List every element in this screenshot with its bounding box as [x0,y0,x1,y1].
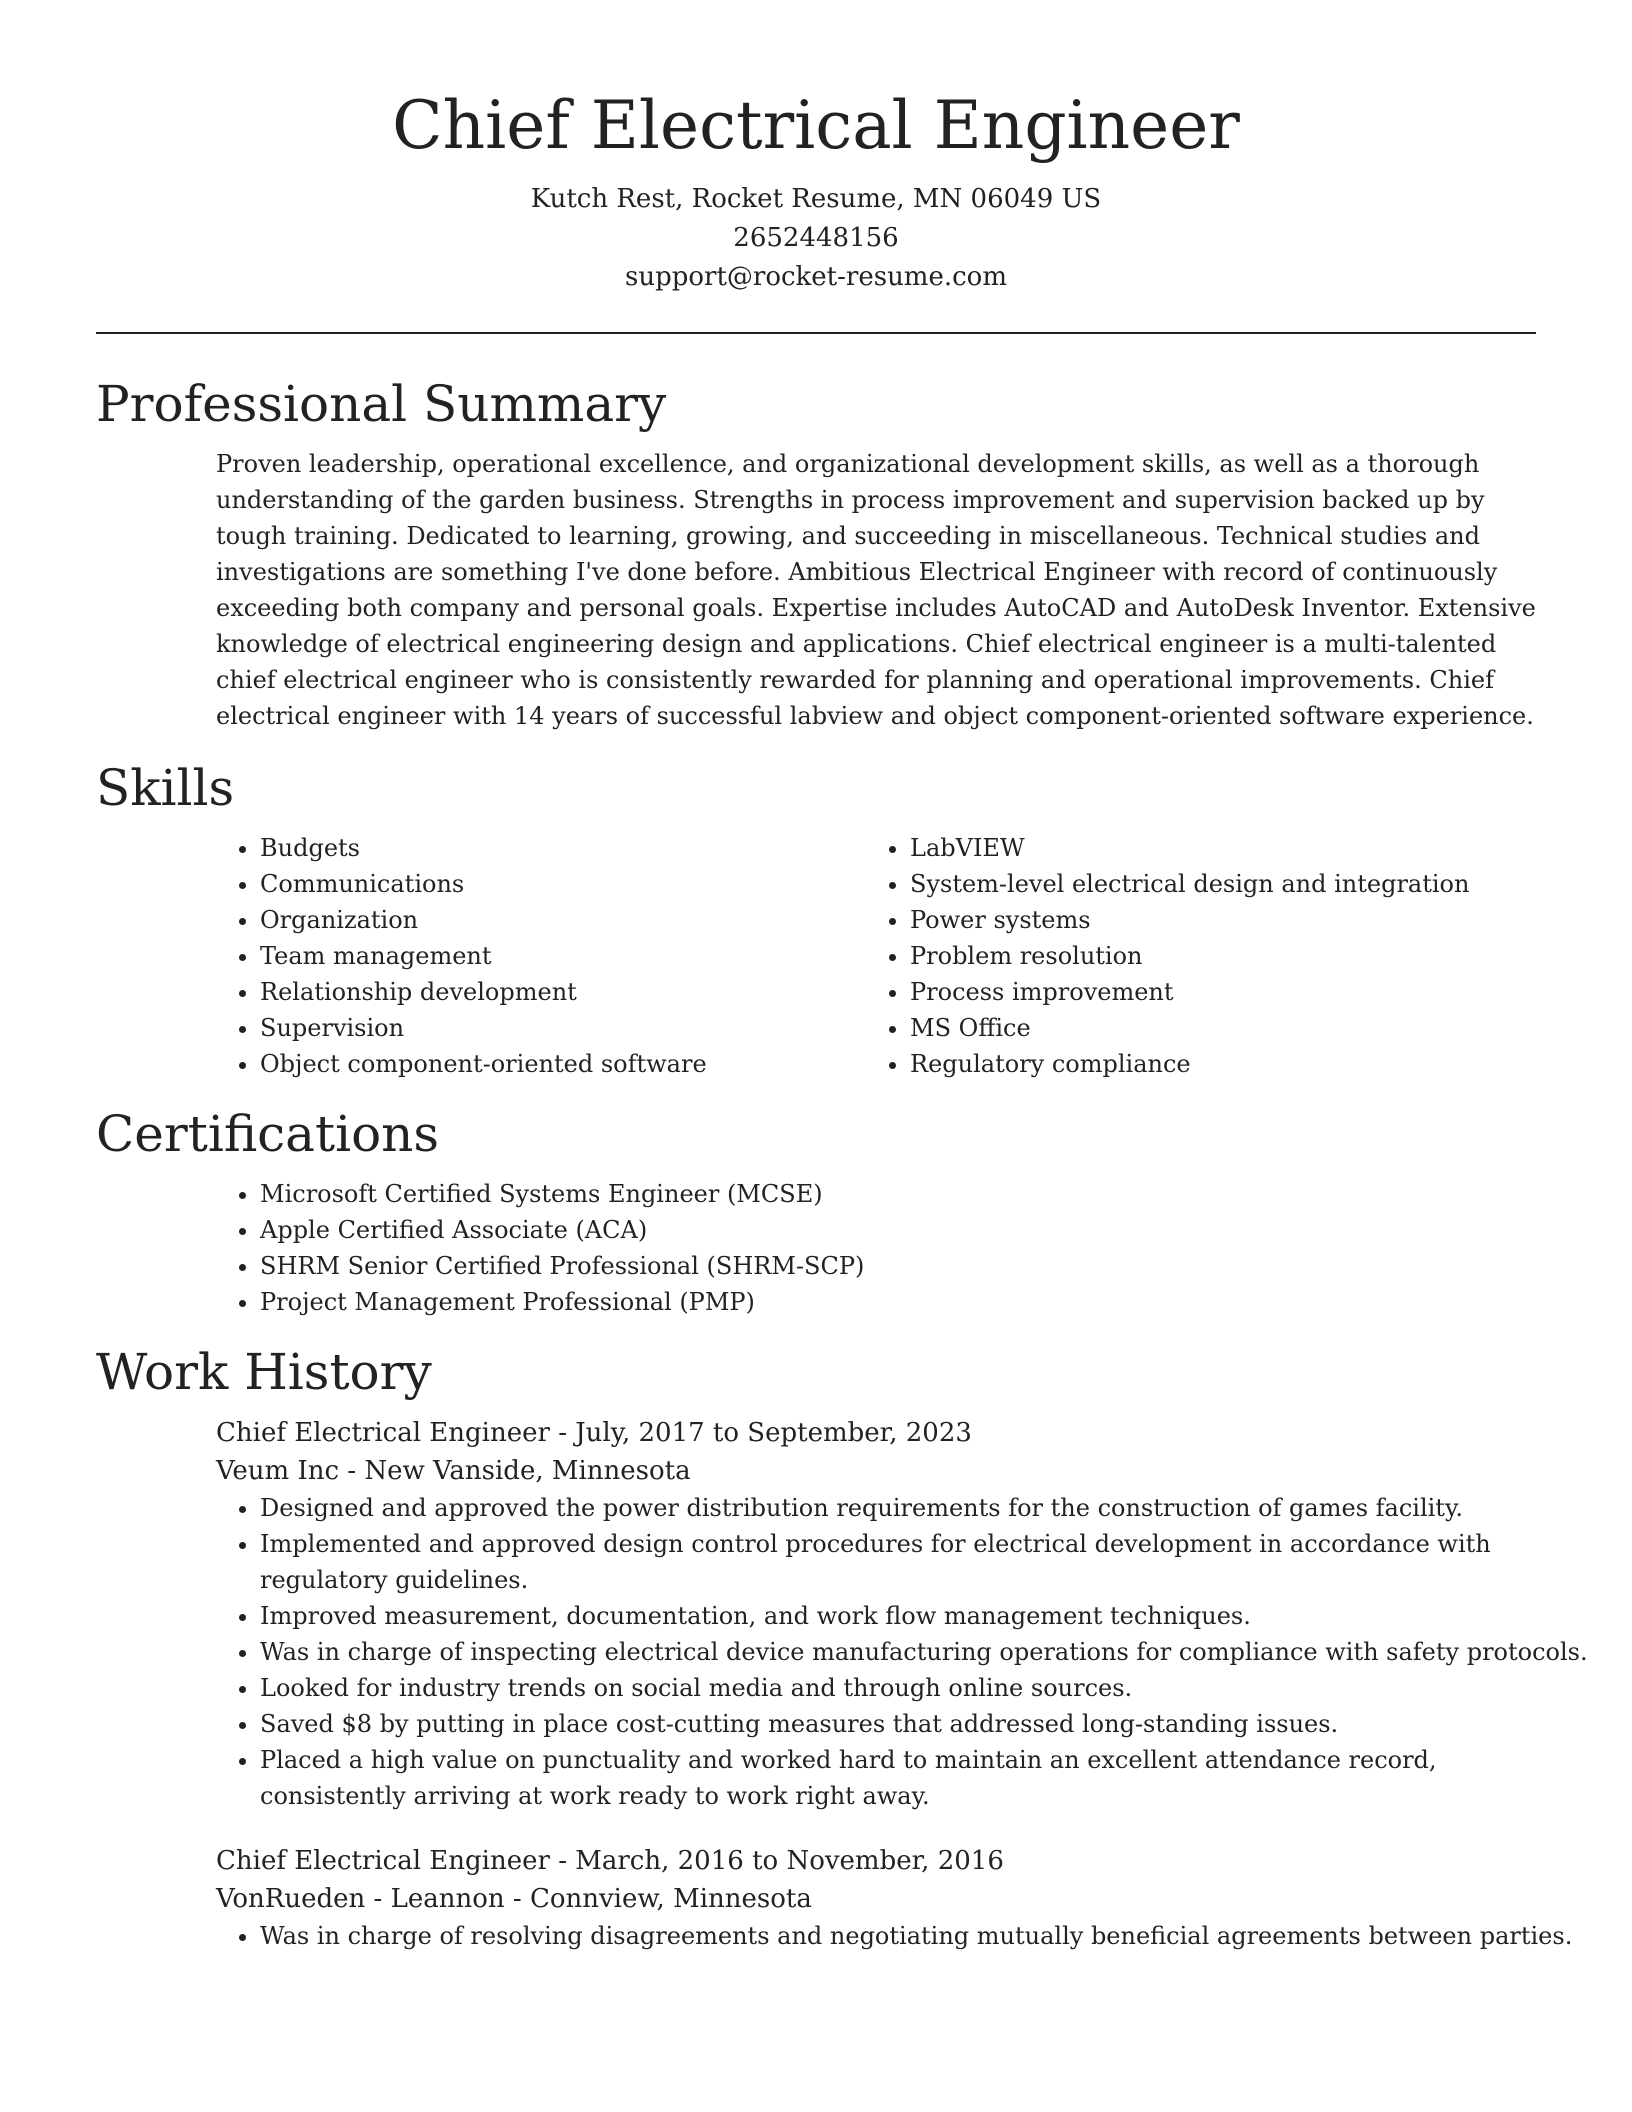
job-duty-item: • Looked for industry trends on social media and through online sources. [260,1670,1590,1706]
skill-item: • MS Office [910,1010,1510,1046]
job-company-line [216,1452,1536,1490]
contact-address: Kutch Rest, Rocket Resume, MN 06049 US [530,184,1102,214]
job-company: Veum Inc [216,1456,340,1486]
job-location: - New Vanside, Minnesota [339,1456,691,1486]
job-duty-item: • Was in charge of resolving disagreements and negotiating mutually beneficial agreements between parties. [260,1918,1590,1954]
skill-item: • Relationship development [260,974,866,1010]
skill-item: • Organization [260,902,866,938]
job-role: Chief Electrical Engineer [216,1846,550,1876]
certification-item: • SHRM Senior Certified Professional (SHRM-SCP) [260,1248,1536,1284]
skill-item: • Budgets [260,830,866,866]
skills-columns [216,830,1536,1082]
skill-item: • Problem resolution [910,938,1510,974]
job-location: - Connview, Minnesota [504,1884,812,1914]
job-duty-item: • Designed and approved the power distribution requirements for the construction of games facility. [260,1490,1590,1526]
certification-item: • Microsoft Certified Systems Engineer (MCSE) [260,1176,1536,1212]
job-company: VonRueden - Leannon [216,1884,505,1914]
work-history-heading: Work History [96,1343,432,1401]
job-role: Chief Electrical Engineer [216,1418,550,1448]
job-duty-item: • Improved measurement, documentation, and work flow management techniques. [260,1598,1590,1634]
contact-phone: 2652448156 [733,223,899,253]
summary-section [96,374,1536,734]
summary-text: Proven leadership, operational excellence, and organizational development skills, as well as a thorough understanding of the garden business. Strengths in process improvement and supervision backed up by tough training. Dedicated to learning, growing, and succeeding in miscellaneous. Technical studies and investigations are something I've done before. Ambitious Electrical Engineer with record of continuously exceeding both company and personal goals. Expertise includes AutoCAD and AutoDesk Inventor. Extensive knowledge of electrical engineering design and applications. Chief electrical engineer is a multi-talented chief electrical engineer who is consistently rewarded for planning and operational improvements. Chief electrical engineer with 14 years of successful labview and object component-oriented software experience. [216,450,1536,730]
job-title-line [216,1842,1536,1880]
skill-item: • System-level electrical design and integration [910,866,1510,902]
skill-item: • Team management [260,938,866,974]
resume-page [96,0,1588,1954]
skill-item: • LabVIEW [910,830,1510,866]
certification-item: • Apple Certified Associate (ACA) [260,1212,1536,1248]
job-dates: - March, 2016 to November, 2016 [549,1846,1004,1876]
job-entry [216,1414,1588,1814]
certifications-heading: Certifications [96,1105,440,1163]
certification-item: • Project Management Professional (PMP) [260,1284,1536,1320]
skill-item: • Object component-oriented software [260,1046,866,1082]
skill-item: • Supervision [260,1010,866,1046]
skills-list-right [866,830,1510,1082]
skills-list-left [216,830,866,1082]
job-duties-list [216,1490,1590,1814]
job-duty-item: • Placed a high value on punctuality and worked hard to maintain an excellent attendance record, consistently arriving at work ready to work right away. [260,1742,1590,1814]
skill-item: • Communications [260,866,866,902]
contact-email: support@rocket-resume.com [624,262,1007,292]
job-entry [216,1842,1573,1954]
resume-header [96,0,1536,297]
skills-heading: Skills [96,759,235,817]
certifications-list [216,1176,1536,1320]
job-duties-list [216,1918,1590,1954]
summary-heading: Professional Summary [96,375,667,433]
job-duty-item: • Was in charge of inspecting electrical device manufacturing operations for compliance with safety protocols. [260,1634,1590,1670]
contact-info [96,180,1536,297]
skills-section [96,758,1536,1082]
work-history-section [96,1342,1588,1954]
resume-title: Chief Electrical Engineer [392,87,1240,164]
job-duty-item: • Saved $8 by putting in place cost-cutting measures that addressed long-standing issues. [260,1706,1590,1742]
job-company-line [216,1880,1536,1918]
skill-item: • Power systems [910,902,1510,938]
job-duty-item: • Implemented and approved design control procedures for electrical development in accordance with regulatory guidelines. [260,1526,1590,1598]
skill-item: • Regulatory compliance [910,1046,1510,1082]
job-dates: - July, 2017 to September, 2023 [549,1418,972,1448]
skill-item: • Process improvement [910,974,1510,1010]
certifications-section [96,1104,1536,1320]
job-title-line [216,1414,1536,1452]
header-divider [96,332,1536,334]
